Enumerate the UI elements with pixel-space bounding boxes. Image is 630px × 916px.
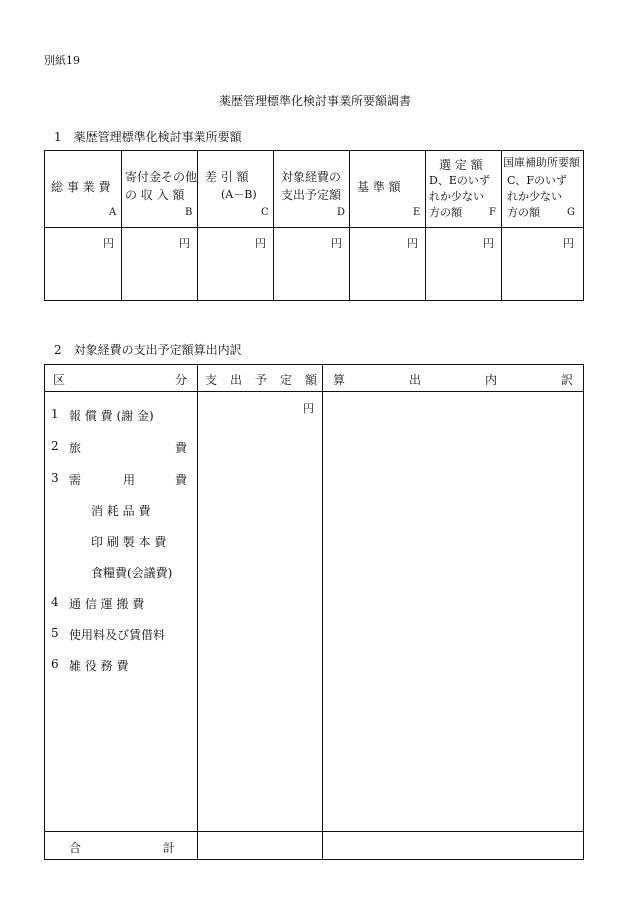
col-f-letter: F	[489, 207, 496, 218]
total-label-2: 計	[163, 841, 176, 855]
item-3-end: 費	[175, 473, 188, 487]
col-a-label: 総 事 業 費	[51, 180, 111, 194]
col-b-label-1: 寄付金その他	[125, 170, 198, 184]
item-6-label: 雑 役 務 費	[69, 659, 129, 673]
item-2-end: 費	[175, 441, 188, 455]
header-amount-4: 定	[279, 373, 292, 387]
item-4-label: 通 信 運 搬 費	[69, 597, 145, 611]
item-2-no: 2	[51, 439, 59, 453]
header-category-2: 分	[174, 373, 187, 387]
appendix-label: 別紙19	[44, 54, 80, 67]
item-1-label: 報 償 費 (謝 金)	[69, 409, 154, 423]
section2-heading: 2 対象経費の支出予定額算出内訳	[54, 343, 242, 357]
yen-unit-f: 円	[483, 237, 494, 250]
item-3-no: 3	[51, 471, 59, 485]
total-label-1: 合	[69, 841, 82, 855]
yen-unit-e: 円	[407, 237, 418, 250]
sub-item-food: 食糧費(会議費)	[91, 566, 173, 580]
col-d-label-2: 支出予定額	[281, 188, 342, 202]
col-c-letter: C	[261, 207, 269, 218]
col-f-label-1: 選 定 額	[439, 158, 483, 172]
col-f-label-4: 方の額	[429, 206, 462, 219]
item-5-label: 使用料及び賃借料	[69, 628, 166, 642]
header-breakdown	[333, 371, 573, 388]
col-e-letter: E	[413, 207, 421, 218]
header-category-1: 区	[53, 373, 66, 387]
sub-item-supplies: 消 耗 品 費	[91, 504, 151, 518]
col-g-label-3: れか少ない	[507, 190, 562, 203]
col-c-label-1: 差 引 額	[205, 170, 249, 184]
col-f-label-2: D、Eのいず	[429, 174, 490, 187]
yen-unit-a: 円	[103, 237, 114, 250]
header-breakdown-1: 算	[333, 373, 346, 387]
item-3-mid: 用	[123, 473, 136, 487]
col-d-label-1: 対象経費の	[281, 170, 342, 184]
item-4-no: 4	[51, 595, 59, 609]
col-a-letter: A	[109, 207, 117, 218]
item-2-label: 旅	[69, 441, 82, 455]
col-g-label-4: 方の額	[507, 206, 540, 219]
yen-unit-g: 円	[563, 237, 574, 250]
breakdown-table	[44, 364, 584, 860]
header-amount-3: 予	[254, 373, 267, 387]
item-6-no: 6	[51, 657, 59, 671]
item-3-label: 需	[69, 473, 82, 487]
sub-item-printing: 印 刷 製 本 費	[91, 535, 167, 549]
yen-unit-d: 円	[331, 237, 342, 250]
col-b-label-2: の 収 入 額	[125, 188, 185, 202]
document-title: 薬歴管理標準化検討事業所要額調書	[218, 94, 411, 108]
yen-unit-c: 円	[255, 237, 266, 250]
item-5-no: 5	[51, 626, 59, 640]
header-amount-5: 額	[304, 373, 317, 387]
header-amount-1: 支	[205, 373, 218, 387]
col-d-letter: D	[337, 207, 346, 218]
header-breakdown-2: 出	[408, 373, 421, 387]
col-g-label-1: 国庫補助所要額	[503, 156, 580, 169]
header-amount	[205, 371, 317, 388]
item-1-no: 1	[51, 407, 59, 421]
col-e-label: 基 準 額	[357, 180, 401, 194]
col-g-letter: G	[567, 207, 575, 218]
header-breakdown-4: 訳	[560, 373, 573, 387]
header-amount-2: 出	[229, 373, 242, 387]
col-c-label-2: (A－B)	[221, 188, 257, 201]
col-f-label-3: れか少ない	[429, 190, 484, 203]
section1-heading: 1 薬歴管理標準化検討事業所要額	[54, 130, 242, 144]
summary-table	[44, 150, 584, 301]
header-category	[53, 371, 187, 388]
yen-unit-b: 円	[179, 237, 190, 250]
header-breakdown-3: 内	[484, 373, 497, 387]
col-b-letter: B	[185, 207, 193, 218]
amount-yen-unit: 円	[303, 402, 314, 415]
col-g-label-2: C、Fのいず	[507, 174, 568, 187]
